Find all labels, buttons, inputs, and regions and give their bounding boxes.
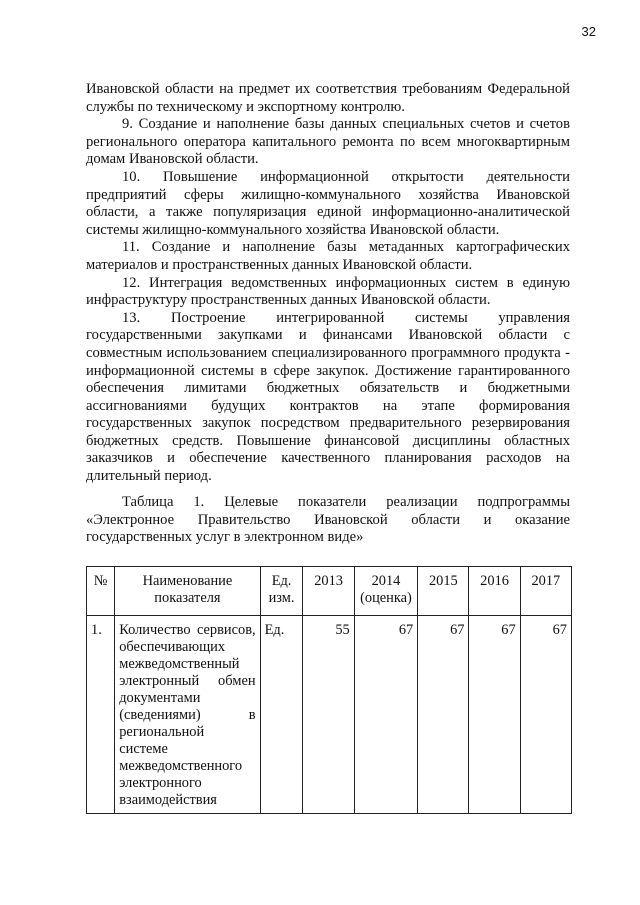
- cell-2013: 55: [303, 616, 354, 814]
- cell-2015: 67: [418, 616, 469, 814]
- header-2015: 2015: [418, 567, 469, 616]
- cell-2016: 67: [469, 616, 520, 814]
- header-2017: 2017: [520, 567, 571, 616]
- table-header-row: [87, 567, 572, 616]
- cell-2017: 67: [520, 616, 571, 814]
- header-2016: 2016: [469, 567, 520, 616]
- paragraph-item-13: 13. Построение интегрированной системы управления государственными закупками и финансами Ивановской области с совместным использованием специализированного программного продукта - информационной системы в сфере закупок. Достижение гарантированного обеспечения лимитами бюджетных обязательств и бюджетными ассигнованиями будущих контрактов на этапе формирования государственных закупок посредством предварительного резервирования бюджетных средств. Повышение финансовой дисциплины областных заказчиков и обеспечение качественного планирования расходов на длительный период.: [86, 309, 570, 485]
- cell-unit: Ед.: [260, 616, 303, 814]
- header-2013: 2013: [303, 567, 354, 616]
- paragraph-item-9: 9. Создание и наполнение базы данных специальных счетов и счетов регионального оператора капитального ремонта по всем многоквартирным домам Ивановской области.: [86, 116, 570, 168]
- page-number: 32: [581, 24, 596, 39]
- header-no: №: [87, 567, 115, 616]
- indicators-table: [86, 566, 572, 814]
- table-row: [87, 616, 572, 814]
- header-2014: 2014 (оценка): [354, 567, 418, 616]
- paragraph-item-10: 10. Повышение информационной открытости деятельности предприятий сферы жилищно-коммунального хозяйства Ивановской области, а также популяризация единой информационно-аналитической системы жилищно-коммунального хозяйства Ивановской области.: [86, 168, 570, 238]
- paragraph-item-12: 12. Интеграция ведомственных информационных систем в единую инфраструктуру пространственных данных Ивановской области.: [86, 274, 570, 309]
- body-text: [86, 81, 570, 486]
- table-caption: Таблица 1. Целевые показатели реализации подпрограммы «Электронное Правительство Ивановской области и оказание государственных услуг в электронном виде»: [86, 494, 570, 546]
- paragraph-continuation: Ивановской области на предмет их соответствия требованиям Федеральной службы по техническому и экспортному контролю.: [86, 81, 570, 115]
- header-unit: Ед. изм.: [260, 567, 303, 616]
- cell-2014: 67: [354, 616, 418, 814]
- paragraph-item-11: 11. Создание и наполнение базы метаданных картографических материалов и пространственных данных Ивановской области.: [86, 239, 570, 273]
- cell-no: 1.: [87, 616, 115, 814]
- cell-name: Количество сервисов, обеспечивающих межведомственный электронный обмен документами (сведениями) в региональной системе межведомственного электронного взаимодействия: [115, 616, 260, 814]
- header-name: Наименование показателя: [115, 567, 260, 616]
